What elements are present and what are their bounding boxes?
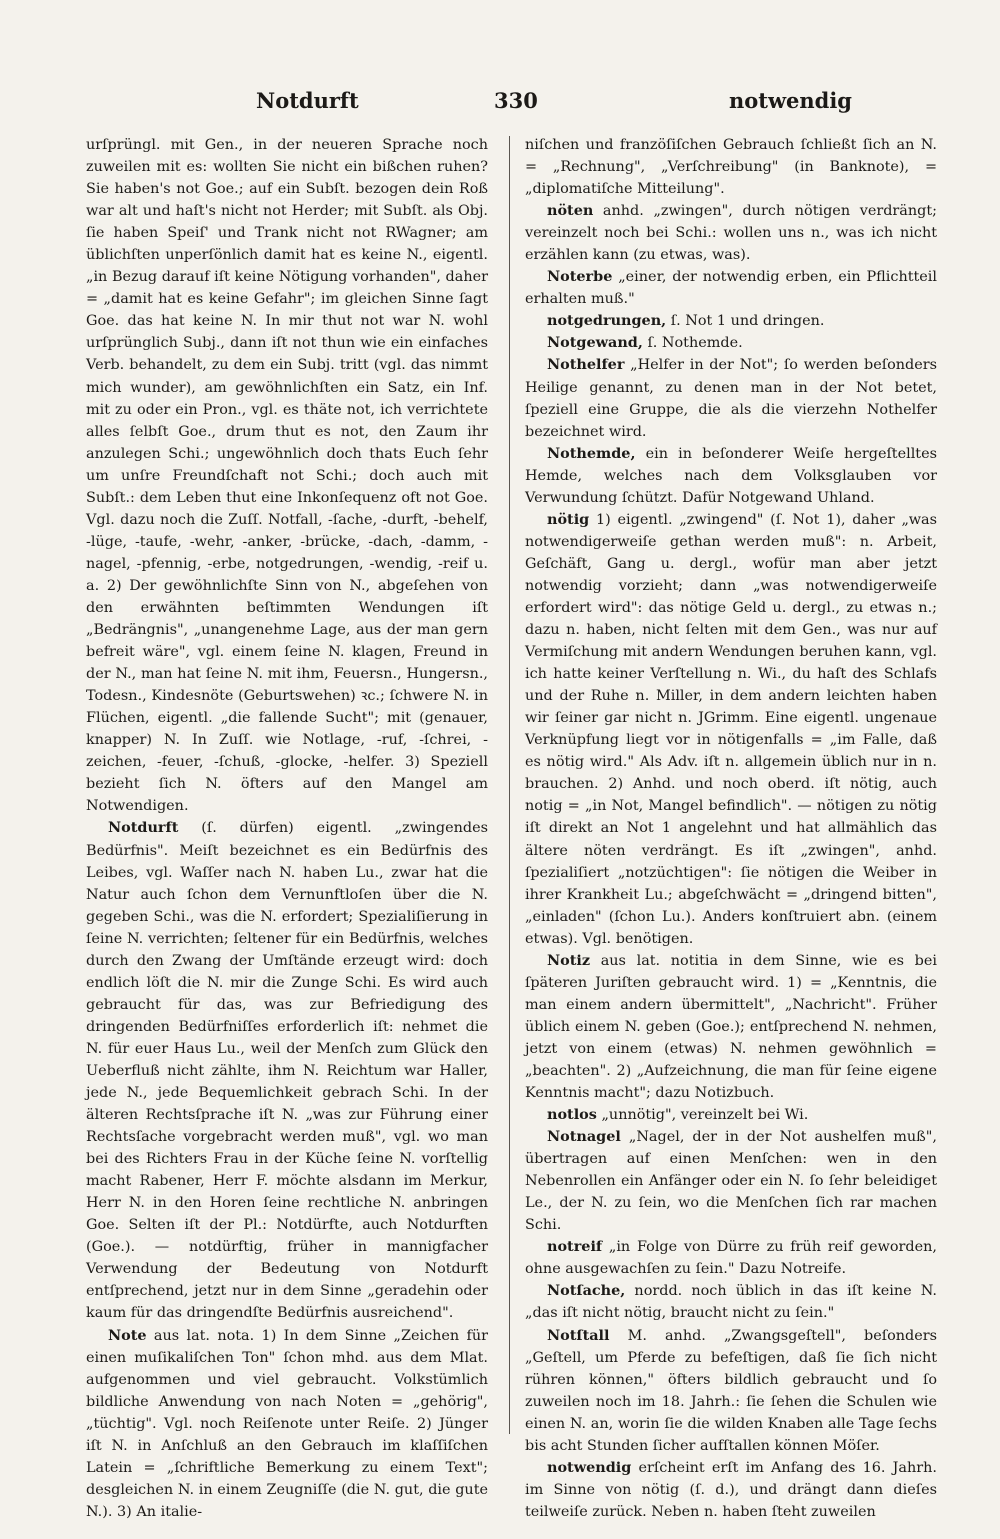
entry-lemma: Noterbe	[547, 268, 613, 286]
entry-text: niſchen und franzöſiſchen Gebrauch ſchließt ſich an N. = „Rechnung", „Verſchreibung" (in Banknote), = „diplomatiſche Mitteilung".	[525, 137, 937, 198]
entry-lemma: Nothemde,	[547, 444, 636, 462]
entry-notwendig	[525, 1457, 937, 1523]
entry-text: M. anhd. „Zwangsgeſtell", beſonders „Geſtell, um Pferde zu befeſtigen, daß ſie ſich nicht rühren können," öfters bildlich gebraucht und ſo zuweilen noch im 18. Jahrh.: ſie ſehen die Schulen wie einen N. an, worin ſie die wilden Knaben alle Tage ſechs bis acht Stunden ſicher aufſtallen können Möſer.	[525, 1327, 937, 1454]
entry-note	[86, 1325, 488, 1523]
entry-notstall	[525, 1325, 937, 1457]
entry-text: ſ. Not 1 und dringen.	[666, 313, 825, 330]
entry-continuation	[525, 134, 937, 200]
entry-noeten	[525, 200, 937, 266]
entry-notgedrungen	[525, 310, 937, 332]
header-left-catchword: Notdurft	[256, 88, 359, 113]
entry-notlos	[525, 1104, 937, 1126]
entry-lemma: nötig	[547, 510, 590, 528]
entry-notdurft	[86, 817, 488, 1324]
entry-notgewand	[525, 332, 937, 354]
entry-lemma: Notiz	[547, 951, 591, 969]
entry-lemma: Notnagel	[547, 1128, 621, 1146]
entry-text: „Nagel, der in der Not aushelfen muß", übertragen auf einen Menſchen: wen in den Nebenrollen ein Anfänger oder ein N. ſo ſehr beleidiget Le., der N. zu ſein, wo die Menſchen ſich rar machen Schi.	[525, 1129, 937, 1234]
entry-lemma: Nothelfer	[547, 356, 625, 374]
entry-lemma: Notſtall	[547, 1326, 610, 1344]
entry-text: „unnötig", vereinzelt bei Wi.	[596, 1107, 809, 1124]
entry-notreif	[525, 1236, 937, 1280]
entry-text: (ſ. dürfen) eigentl. „zwingendes Bedürfnis". Meiſt bezeichnet es ein Bedürfnis des Leibes, vgl. Waſſer nach N. haben Lu., zwar hat die Natur auch ſchon dem Vernunftloſen über die N. gegeben Schi., was die N. erfordert; Spezialiſierung in ſeine N. verrichten; ſeltener für ein Bedürfnis, welches durch den Zwang der Umſtände erzeugt wird: doch endlich löſt die N. mir die Zunge Schi. Es wird auch gebraucht für das, was zur Befriedigung des dringenden Bedürfniſſes erforderlich iſt: nehmet die N. für euer Haus Lu., weil der Menſch zum Glück den Ueberfluß nicht zählte, ihm N. Reichtum war Haller, jede N., jede Bequemlichkeit gebrach Schi. In der älteren Rechtsſprache iſt N. „was zur Führung einer Rechtsſache vorgebracht werden muß", vgl. wo man bei des Richters Frau in der Küche ſeine N. vorſtellig macht Rabener, Herr F. möchte alsdann im Merkur, Herr N. in den Horen ſeine rechtliche N. anbringen Goe. Selten iſt der Pl.: Notdürfte, auch Notdurften (Goe.). — notdürftig, früher in mannigfacher Verwendung der Bedeutung von Notdurft entſprechend, jetzt nur in dem Sinne „geradehin oder kaum für das dringendſte Bedürfnis ausreichend".	[86, 820, 488, 1322]
entry-notnagel	[525, 1126, 937, 1236]
entry-text: aus lat. notitia in dem Sinne, wie es bei ſpäteren Juriſten gebraucht wird. 1) = „Kenntnis, die man einem andern übermittelt", „Nachricht". Früher üblich einem N. geben (Goe.); entſprechend N. nehmen, jetzt von einem (etwas) N. nehmen gewöhnlich = „beachten". 2) „Aufzeichnung, die man für ſeine eigene Kenntnis macht"; dazu Notizbuch.	[525, 952, 937, 1102]
entry-nothelfer	[525, 354, 937, 442]
entry-text: ſ. Nothemde.	[642, 335, 743, 352]
entry-notsache	[525, 1280, 937, 1324]
entry-text: „Helfer in der Not"; ſo werden beſonders Heilige genannt, zu denen man in der Not betet, ſpeziell eine Gruppe, die als die vierzehn Nothelfer bezeichnet wird.	[525, 357, 937, 440]
entry-text: urſprüngl. mit Gen., in der neueren Sprache noch zuweilen mit es: wollten Sie nicht ein bißchen ruhen? Sie haben's not Goe.; auf ein Subſt. bezogen dein Roß war alt und haſt's nicht not Herder; mit Subſt. als Obj. ſie haben Speiſ' und Trank nicht not RWagner; am üblichſten unperſönlich damit hat es keine N., eigentl. „in Bezug darauf iſt keine Nötigung vorhanden", daher = „damit hat es keine Gefahr"; im gleichen Sinne ſagt Goe. das hat keine N. In mir thut not war N. wohl urſprünglich Subj., dann iſt not thun wie ein einfaches Verb. behandelt, zu dem ein Subj. tritt (vgl. das nimmt mich wunder), am gewöhnlichſten ein Satz, ein Inf. mit zu oder ein Pron., vgl. es thäte not, ich verrichtete alles ſelbſt Goe., drum thut es not, den Zaum ihr anzulegen Schi.; ungewöhnlich doch thats Euch ſehr um unſre Freundſchaft not Schi.; doch auch mit Subſt.: dem Leben thut eine Inkonſequenz oft not Goe. Vgl. dazu noch die Zuſſ. Notfall, -ſache, -durft, -behelf, -lüge, -taufe, -wehr, -anker, -brücke, -dach, -damm, -nagel, -pfennig, -erbe, notgedrungen, -wendig, -reif u. a. 2) Der gewöhnlichſte Sinn von N., abgeſehen von den erwähnten beſtimmten Wendungen iſt „Bedrängnis", „unangenehme Lage, aus der man gern befreit wäre", vgl. einem ſeine N. klagen, Freund in der N., man hat ſeine N. mit ihm, Feuersn., Hungersn., Todesn., Kindesnöte (Geburtswehen) ꝛc.; ſchwere N. in Flüchen, eigentl. „die fallende Sucht"; mit (genauer, knapper) N. In Zuſſ. wie Notlage, -ruf, -ſchrei, -zeichen, -feuer, -ſchuß, -glocke, -helfer. 3) Speziell bezieht ſich N. öfters auf den Mangel am Notwendigen.	[86, 137, 488, 815]
entry-lemma: notreif	[547, 1238, 603, 1256]
entry-text: anhd. „zwingen", durch nötigen verdrängt; vereinzelt noch bei Schi.: wollen uns n., was ich nicht erzählen kann (zu etwas, was).	[525, 203, 937, 264]
entry-continuation	[86, 134, 488, 817]
entry-lemma: Notgewand,	[547, 334, 643, 352]
column-divider	[509, 136, 510, 1434]
entry-lemma: Notdurft	[108, 819, 179, 837]
running-head	[86, 88, 938, 122]
right-column	[525, 134, 937, 1520]
entry-lemma: notwendig	[547, 1458, 632, 1476]
entry-lemma: notlos	[547, 1106, 597, 1124]
page-number: 330	[494, 88, 538, 113]
entry-text: aus lat. nota. 1) In dem Sinne „Zeichen für einen muſikaliſchen Ton" ſchon mhd. aus dem Mlat. aufgenommen und viel gebraucht. Volkstümlich bildliche Anwendung von nach Noten = „gehörig", „tüchtig". Vgl. noch Reiſenote unter Reiſe. 2) Jünger iſt N. in Anſchluß an den Gebrauch im klaſſiſchen Latein = „ſchriftliche Bemerkung zu einem Text"; desgleichen N. in einem Zeugniſſe (die N. gut, die gute N.). 3) An italie-	[86, 1327, 488, 1520]
entry-text: 1) eigentl. „zwingend" (ſ. Not 1), daher „was notwendigerweiſe gethan werden muß": n. Arbeit, Geſchäft, Gang u. dergl., wofür man aber jetzt notwendig vorzieht; dann „was notwendigerweiſe erfordert wird": das nötige Geld u. dergl., zu etwas n.; dazu n. haben, nicht ſelten mit dem Gen., was nur auf Vermiſchung mit andern Wendungen beruhen kann, vgl. ich hatte keiner Verſtellung n. Wi., du haſt des Schlafs und der Ruhe n. Miller, in dem andern leichten haben wir ſeiner gar nicht n. JGrimm. Eine eigentl. ungenaue Verknüpfung liegt vor in nötigenfalls = „im Falle, daß es nötig wird." Als Adv. iſt n. allgemein üblich nur in n. brauchen. 2) Anhd. und noch oberd. iſt nötig, auch notig = „in Not, Mangel befindlich". — nötigen zu nötig iſt direkt an Not 1 angelehnt und hat allmählich das ältere nöten verdrängt. Es iſt „zwingen", anhd. ſpezialiſiert „notzüchtigen": ſie nötigen die Weiber in ihrer Krankheit Lu.; abgeſchwächt = „dringend bitten", „einladen" (ſchon Lu.). Anders konſtruiert abn. (einem etwas). Vgl. benötigen.	[525, 511, 937, 947]
entry-nothemde	[525, 443, 937, 509]
entry-text: ein in beſonderer Weiſe hergeſtelltes Hemde, welches nach dem Volksglauben vor Verwundung ſchützt. Dafür Notgewand Uhland.	[525, 445, 937, 506]
entry-lemma: notgedrungen,	[547, 312, 667, 330]
entry-lemma: nöten	[547, 202, 594, 220]
header-right-catchword: notwendig	[728, 88, 852, 113]
entry-text: nordd. noch üblich in das iſt keine N. „das iſt nicht nötig, braucht nicht zu ſein."	[525, 1283, 937, 1322]
entry-lemma: Note	[108, 1326, 147, 1344]
entry-notiz	[525, 950, 937, 1104]
entry-noetig	[525, 509, 937, 950]
entry-text: erſcheint erſt im Anfang des 16. Jahrh. im Sinne von nötig (ſ. d.), und drängt dann dieſes teilweiſe zurück. Neben n. haben ſteht zuweilen	[525, 1459, 937, 1520]
entry-text: „in Folge von Dürre zu früh reif geworden, ohne ausgewachſen zu ſein." Dazu Notreife.	[525, 1239, 937, 1278]
entry-text: „einer, der notwendig erben, ein Pflichtteil erhalten muß."	[525, 269, 937, 308]
entry-lemma: Notſache,	[547, 1282, 626, 1300]
left-column	[86, 134, 488, 1520]
entry-noterbe	[525, 266, 937, 310]
